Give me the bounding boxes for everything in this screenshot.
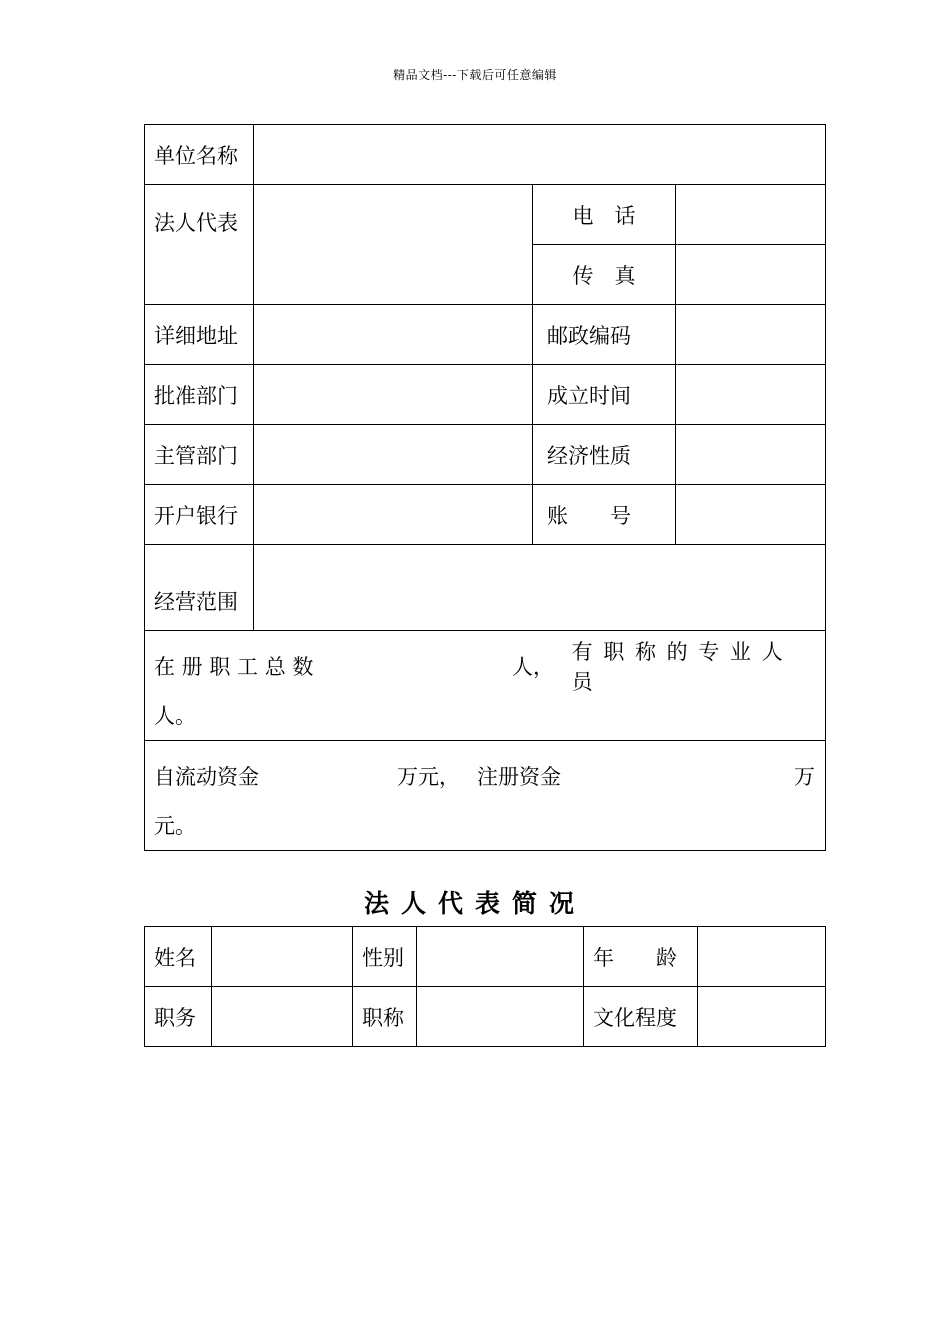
education-field[interactable] — [698, 987, 826, 1047]
job-title-field[interactable] — [417, 987, 584, 1047]
employees-row — [145, 631, 826, 741]
supervisor-dept-label: 主管部门 — [145, 425, 254, 485]
section-title: 法人代表简况 — [363, 889, 586, 918]
bank-label: 开户银行 — [145, 485, 254, 545]
legal-rep-summary-table — [144, 926, 826, 1047]
page-header: 精品文档---下载后可任意编辑 — [393, 68, 557, 82]
working-capital-label: 自流动资金 — [154, 765, 259, 789]
account-label: 账 号 — [533, 485, 676, 545]
registered-capital-label: 注册资金 — [477, 765, 561, 789]
company-info-table — [144, 124, 826, 851]
established-label: 成立时间 — [533, 365, 676, 425]
address-field[interactable] — [254, 305, 533, 365]
established-field[interactable] — [676, 365, 826, 425]
funds-row — [145, 741, 826, 851]
professional-staff-unit: 人。 — [154, 704, 196, 728]
professional-staff-label: 有 职 称 的 专 业 人 员 — [571, 640, 785, 694]
economic-nature-field[interactable] — [676, 425, 826, 485]
age-field[interactable] — [698, 927, 826, 987]
registered-capital-unit: 万 — [794, 765, 816, 789]
business-scope-label: 经营范围 — [145, 545, 254, 631]
fax-field[interactable] — [676, 245, 826, 305]
fax-label: 传 真 — [533, 245, 676, 305]
approval-dept-field[interactable] — [254, 365, 533, 425]
position-label: 职务 — [145, 987, 212, 1047]
legal-rep-field[interactable] — [254, 185, 533, 305]
gender-field[interactable] — [417, 927, 584, 987]
age-label: 年 龄 — [584, 927, 698, 987]
phone-field[interactable] — [676, 185, 826, 245]
employees-total-label: 在 册 职 工 总 数 — [154, 655, 314, 679]
employees-unit: 人， — [511, 655, 554, 679]
position-field[interactable] — [212, 987, 353, 1047]
phone-label: 电 话 — [533, 185, 676, 245]
education-label: 文化程度 — [584, 987, 698, 1047]
account-field[interactable] — [676, 485, 826, 545]
registered-capital-unit-end: 元。 — [154, 814, 196, 838]
name-field[interactable] — [212, 927, 353, 987]
economic-nature-label: 经济性质 — [533, 425, 676, 485]
legal-rep-label: 法人代表 — [145, 185, 254, 305]
working-capital-unit: 万元， — [397, 765, 460, 789]
name-label: 姓名 — [145, 927, 212, 987]
bank-field[interactable] — [254, 485, 533, 545]
approval-dept-label: 批准部门 — [145, 365, 254, 425]
unit-name-label: 单位名称 — [145, 125, 254, 185]
business-scope-field[interactable] — [254, 545, 826, 631]
postcode-field[interactable] — [676, 305, 826, 365]
unit-name-field[interactable] — [254, 125, 826, 185]
job-title-label: 职称 — [353, 987, 417, 1047]
address-label: 详细地址 — [145, 305, 254, 365]
supervisor-dept-field[interactable] — [254, 425, 533, 485]
gender-label: 性别 — [353, 927, 417, 987]
postcode-label: 邮政编码 — [533, 305, 676, 365]
